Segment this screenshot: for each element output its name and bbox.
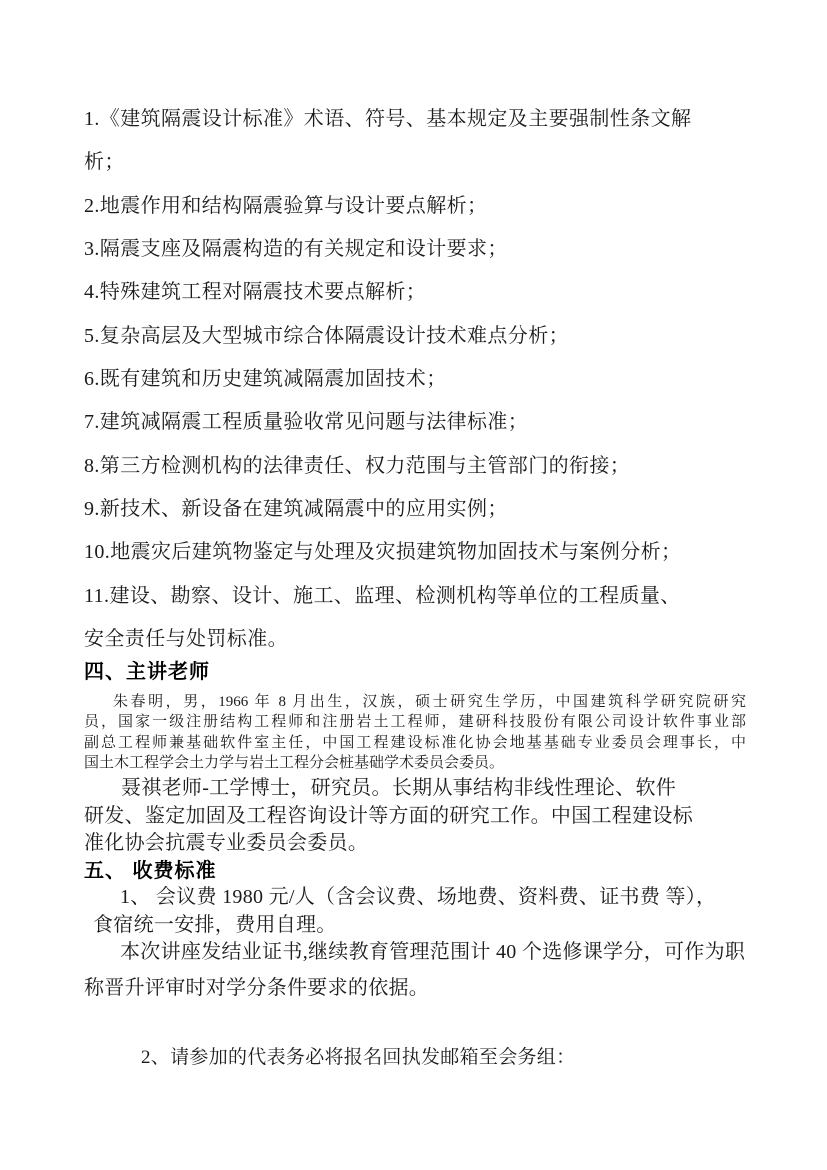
bio-text-line: 聂祺老师-工学博士，研究员。长期从事结构非线性理论、软件 — [121, 777, 677, 799]
fee-text-line: 本次讲座发结业证书,继续教育管理范围计 40 个选修课学分，可作为职 — [120, 941, 746, 963]
course-outline-list — [84, 98, 744, 661]
bio-text-line: 员，国家一级注册结构工程师和注册岩土工程师，建研科技股份有限公司设计软件事业部 — [84, 714, 746, 731]
outline-item-wrap: 析； — [84, 151, 125, 174]
registration-instruction-line: 2、请参加的代表务必将报名回执发邮箱至会务组： — [141, 1047, 576, 1068]
outline-item: 1.《建筑隔震设计标准》术语、符号、基本规定及主要强制性条文解 — [84, 108, 692, 130]
lecturer-bio-zhuchunming — [84, 692, 746, 773]
outline-item: 6.既有建筑和历史建筑减隔震加固技术； — [84, 368, 447, 391]
bio-text-line: 研发、鉴定加固及工程咨询设计等方面的研究工作。中国工程建设标 — [84, 804, 693, 827]
outline-item: 10.地震灾后建筑物鉴定与处理及灾损建筑物加固技术与案例分析； — [84, 541, 682, 564]
bio-text-line: 朱春明，男，1966 年 8 月出生，汉族，硕士研究生学历，中国建筑科学研究院研究 — [113, 694, 746, 710]
bio-text-line: 准化协会抗震专业委员会委员。 — [84, 832, 369, 854]
bio-text-line: 国土木工程学会土力学与岩土工程分会桩基础学术委员会委员。 — [84, 754, 505, 771]
outline-item: 11.建设、勘察、设计、施工、监理、检测机构等单位的工程质量、 — [84, 584, 681, 607]
fee-text-line: 食宿统一安排，费用自理。 — [93, 913, 337, 936]
fee-text-line: 称晋升评审时对学分条件要求的依据。 — [84, 976, 430, 999]
section-heading-fees: 五、 收费标准 — [84, 860, 217, 882]
fees-paragraph — [84, 884, 744, 1002]
outline-item: 9.新技术、新设备在建筑减隔震中的应用实例； — [84, 498, 508, 521]
outline-item: 8.第三方检测机构的法律责任、权力范围与主管部门的衔接； — [84, 454, 631, 477]
outline-item: 5.复杂高层及大型城市综合体隔震设计技术难点分析； — [84, 324, 569, 347]
bio-text-line: 副总工程师兼基础软件室主任，中国工程建设标准化协会地基基础专业委员会理事长，中 — [84, 734, 746, 751]
fee-text-line: 1、 会议费 1980 元/人（含会议费、场地费、资料费、证书费 等）， — [120, 886, 717, 908]
outline-item: 3.隔震支座及隔震构造的有关规定和设计要求； — [84, 238, 508, 261]
section-heading-lecturers: 四、主讲老师 — [84, 661, 210, 683]
outline-item: 7.建筑减隔震工程质量验收常见问题与法律标准； — [84, 411, 529, 434]
outline-item: 4.特殊建筑工程对隔震技术要点解析； — [84, 281, 427, 304]
lecturer-bio-nieqi — [84, 775, 734, 858]
outline-item-wrap: 安全责任与处罚标准。 — [84, 628, 288, 651]
outline-item: 2.地震作用和结构隔震验算与设计要点解析； — [84, 194, 488, 217]
